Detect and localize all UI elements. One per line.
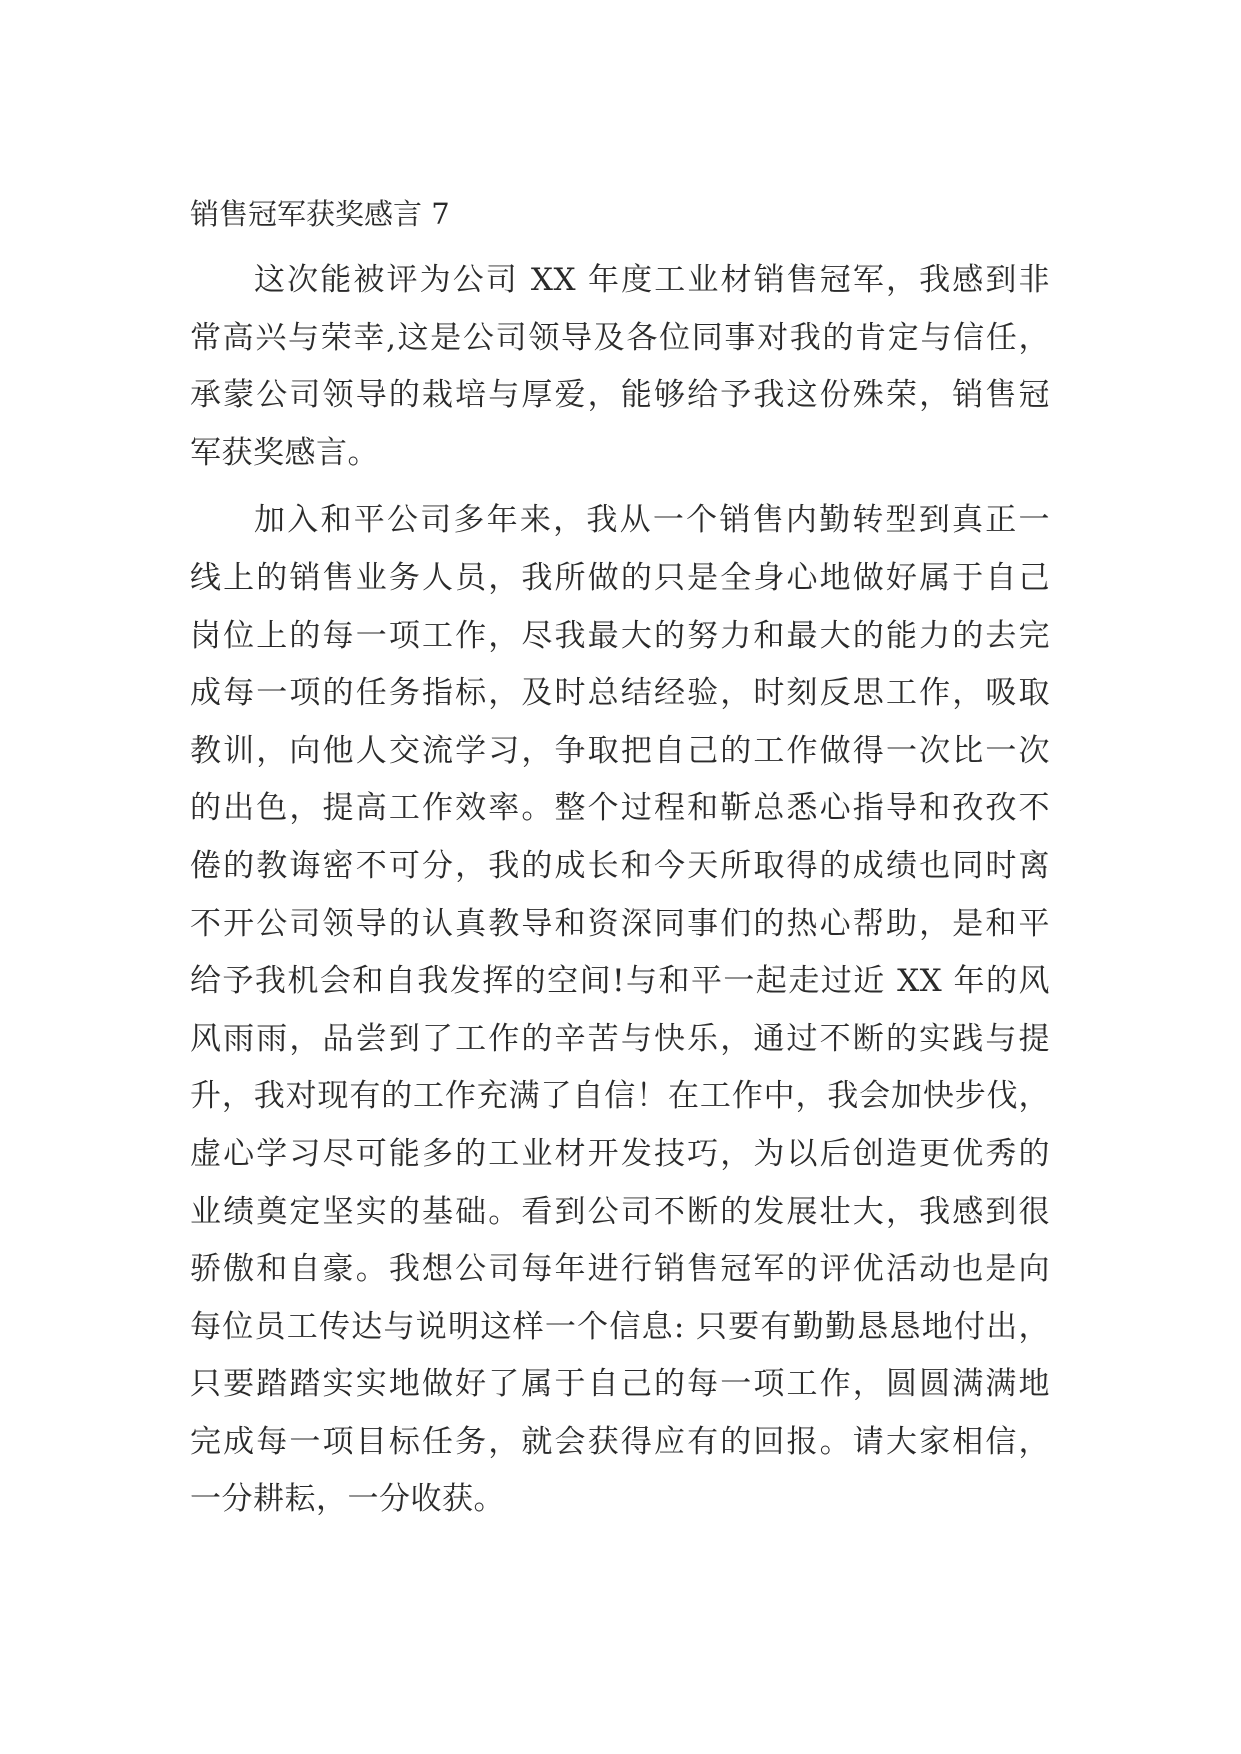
paragraph-line: 教训，向他人交流学习，争取把自己的工作做得一次比一次: [190, 732, 1050, 769]
paragraph-line: 骄傲和自豪。我想公司每年进行销售冠军的评优活动也是向: [190, 1251, 1050, 1288]
paragraph-line: 倦的教诲密不可分，我的成长和今天所取得的成绩也同时离: [190, 847, 1050, 884]
paragraph-line: 只要踏踏实实地做好了属于自己的每一项工作，圆圆满满地: [190, 1366, 1050, 1403]
paragraph-line: 一分耕耘，一分收获。: [190, 1481, 505, 1518]
paragraph-line: 完成每一项目标任务，就会获得应有的回报。请大家相信，: [190, 1423, 1050, 1460]
paragraph-line: 虚心学习尽可能多的工业材开发技巧，为以后创造更优秀的: [190, 1135, 1050, 1172]
paragraph-line: 承蒙公司领导的栽培与厚爱，能够给予我这份殊荣，销售冠: [190, 377, 1050, 414]
paragraph-line: 这次能被评为公司 XX 年度工业材销售冠军，我感到非: [254, 262, 1050, 298]
paragraph-line: 成每一项的任务指标，及时总结经验，时刻反思工作，吸取: [190, 675, 1050, 712]
document-body: [190, 186, 1050, 1529]
paragraph-line: 升，我对现有的工作充满了自信！在工作中，我会加快步伐，: [190, 1078, 1050, 1115]
paragraph-line: 岗位上的每一项工作，尽我最大的努力和最大的能力的去完: [190, 617, 1050, 654]
paragraph-line: 业绩奠定坚实的基础。看到公司不断的发展壮大，我感到很: [190, 1193, 1050, 1230]
paragraph-line: 给予我机会和自我发挥的空间!与和平一起走过近 XX 年的风: [190, 963, 1050, 1000]
paragraph-line: 常高兴与荣幸,这是公司领导及各位同事对我的肯定与信任，: [190, 319, 1050, 356]
paragraph-line: 风雨雨，品尝到了工作的辛苦与快乐，通过不断的实践与提: [190, 1020, 1050, 1057]
paragraph-line: 军获奖感言。: [190, 434, 379, 471]
paragraph-line: 的出色，提高工作效率。整个过程和靳总悉心指导和孜孜不: [190, 790, 1050, 827]
paragraph-line: 加入和平公司多年来，我从一个销售内勤转型到真正一: [254, 502, 1050, 539]
paragraph-line: 每位员工传达与说明这样一个信息: 只要有勤勤恳恳地付出，: [190, 1308, 1050, 1345]
paragraph-line: 线上的销售业务人员，我所做的只是全身心地做好属于自己: [190, 559, 1050, 596]
paragraph-line: 不开公司领导的认真教导和资深同事们的热心帮助，是和平: [190, 905, 1050, 942]
document-title: 销售冠军获奖感言 7: [190, 197, 450, 231]
paragraph-1: [190, 252, 1050, 482]
paragraph-2: [190, 492, 1050, 1529]
